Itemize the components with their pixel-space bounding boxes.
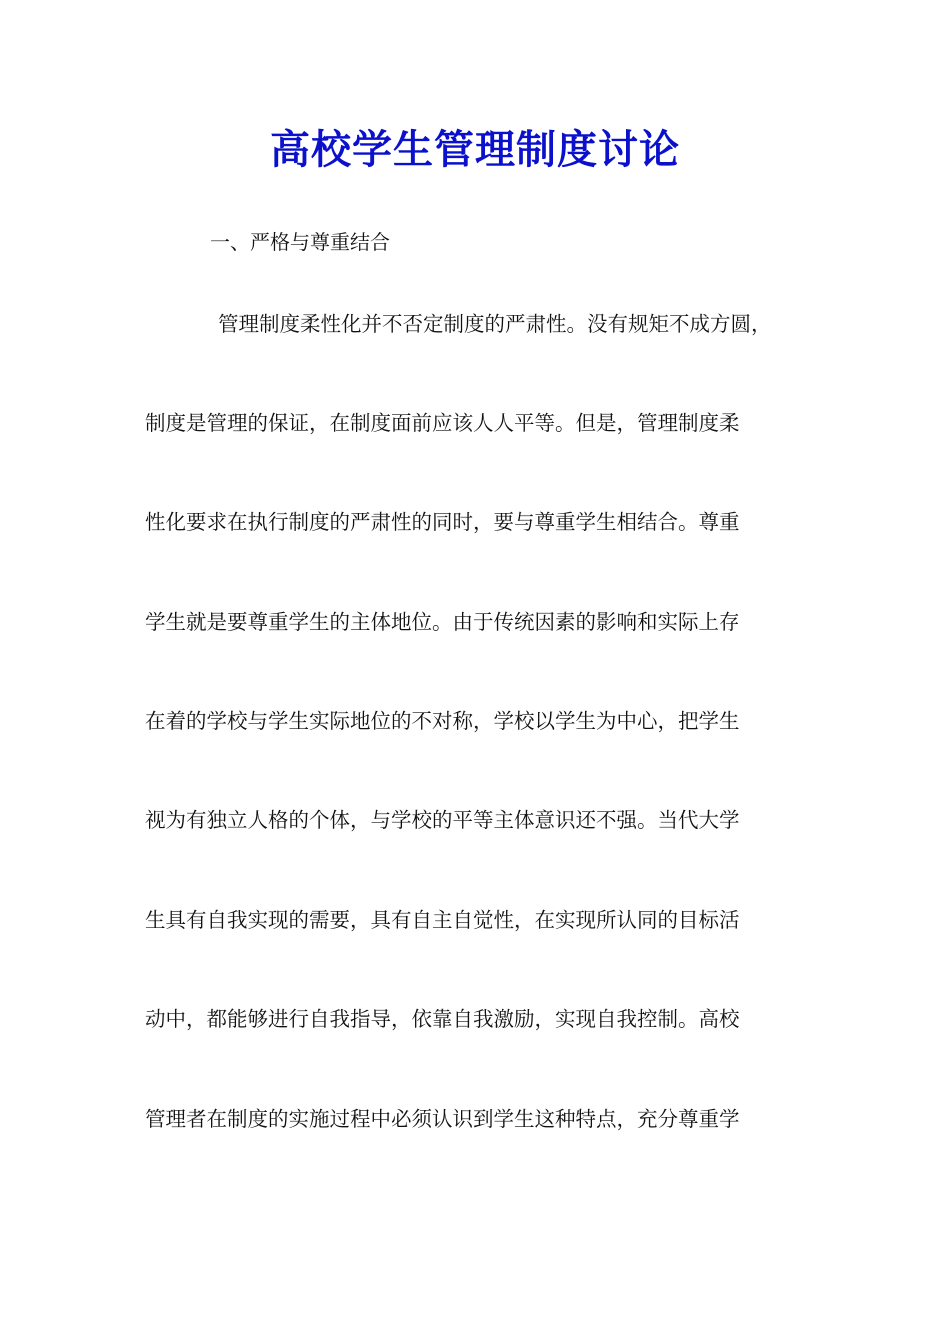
paragraph-line: 视为有独立人格的个体，与学校的平等主体意识还不强。当代大学	[145, 808, 740, 832]
paragraph-line: 制度是管理的保证，在制度面前应该人人平等。但是，管理制度柔	[145, 411, 740, 435]
paragraph-line: 学生就是要尊重学生的主体地位。由于传统因素的影响和实际上存	[145, 610, 740, 634]
paragraph-line: 管理制度柔性化并不否定制度的严肃性。没有规矩不成方圆，	[218, 312, 772, 336]
paragraph-line: 动中，都能够进行自我指导，依靠自我激励，实现自我控制。高校	[145, 1007, 740, 1031]
paragraph-line: 生具有自我实现的需要，具有自主自觉性，在实现所认同的目标活	[145, 908, 740, 932]
section-heading: 一、严格与尊重结合	[210, 230, 390, 254]
paragraph-line: 管理者在制度的实施过程中必须认识到学生这种特点，充分尊重学	[145, 1107, 740, 1131]
document-title: 高校学生管理制度讨论	[270, 126, 680, 173]
paragraph-line: 在着的学校与学生实际地位的不对称，学校以学生为中心，把学生	[145, 709, 740, 733]
paragraph-line: 性化要求在执行制度的严肃性的同时，要与尊重学生相结合。尊重	[145, 510, 740, 534]
